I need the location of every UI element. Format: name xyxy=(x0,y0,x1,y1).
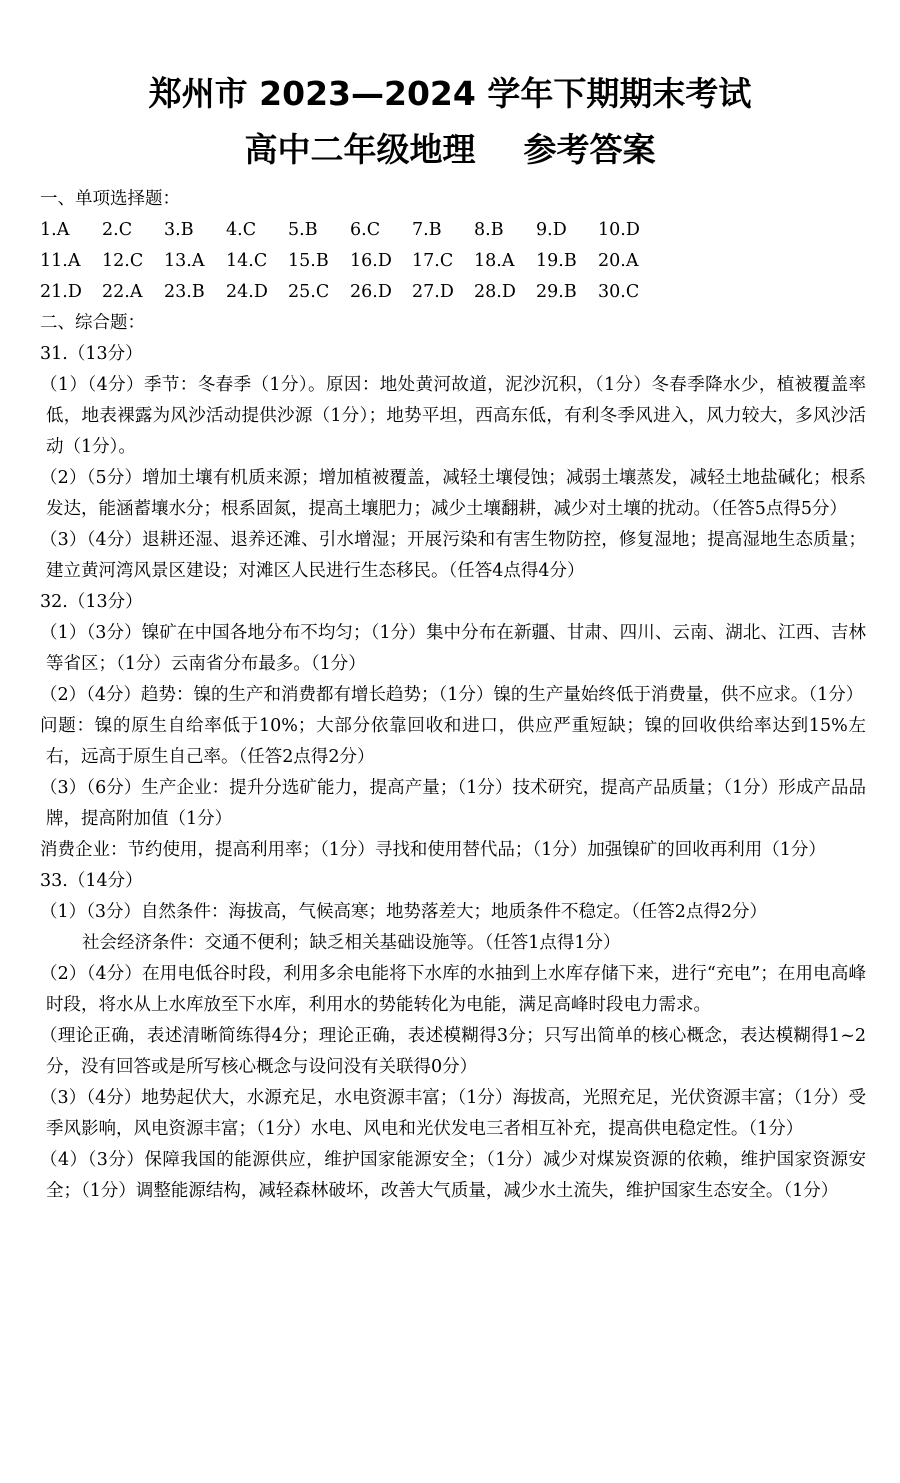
question-33-part-2: （2）（4分）在用电低谷时段，利用多余电能将下水库的水抽到上水库存储下来，进行“充电”；在用电高峰时段，将水从上水库放至下水库，利用水的势能转化为电能，满足高峰时段电力需求。 xyxy=(40,964,866,1015)
answer-item: 9.D xyxy=(536,220,567,240)
question-33-heading: 33.（14分） xyxy=(40,871,143,891)
answer-item: 18.A xyxy=(474,251,515,271)
answer-item: 10.D xyxy=(598,220,640,240)
answer-item: 28.D xyxy=(474,282,516,302)
subtitle-grade: 高中二年级地理 xyxy=(244,130,476,169)
answer-item: 6.C xyxy=(350,220,381,240)
answer-item: 22.A xyxy=(102,282,143,302)
question-31-part-2: （2）（5分）增加土壤有机质来源；增加植被覆盖，减轻土壤侵蚀；减弱土壤蒸发，减轻土地盐碱化；根系发达，能涵蓄壤水分；根系固氮，提高土壤肥力；减少土壤翻耕，减少对土壤的扰动。（任答5点得5分） xyxy=(40,468,866,519)
answer-row xyxy=(40,277,866,308)
answer-item: 12.C xyxy=(102,251,144,271)
answer-item: 16.D xyxy=(350,251,392,271)
page-title: 郑州市 2023—2024 学年下期期末考试 xyxy=(148,74,752,113)
answer-item: 30.C xyxy=(598,282,640,302)
section-heading-comprehensive: 二、综合题： xyxy=(40,313,145,333)
question-31-part-1: （1）（4分）季节：冬春季（1分）。原因：地处黄河故道，泥沙沉积，（1分）冬春季降水少，植被覆盖率低，地表裸露为风沙活动提供沙源（1分）；地势平坦，西高东低，有利冬季风进入，风力较大，多风沙活动（1分）。 xyxy=(40,375,866,457)
answer-item: 19.B xyxy=(536,251,577,271)
answer-item: 4.C xyxy=(226,220,257,240)
answer-content xyxy=(40,184,866,1207)
answer-item: 8.B xyxy=(474,220,504,240)
question-32-part-2: （2）（4分）趋势：镍的生产和消费都有增长趋势；（1分）镍的生产量始终低于消费量，供不应求。（1分） xyxy=(40,685,864,705)
question-32-part-3: （3）（6分）生产企业：提升分选矿能力，提高产量；（1分）技术研究，提高产品质量；（1分）形成产品品牌，提高附加值（1分） xyxy=(40,778,866,829)
question-33-part-4: （4）（3分）保障我国的能源供应，维护国家能源安全；（1分）减少对煤炭资源的依赖，维护国家资源安全；（1分）调整能源结构，减轻森林破坏，改善大气质量，减少水土流失，维护国家生态安全。（1分） xyxy=(40,1150,866,1201)
multiple-choice-answers xyxy=(40,215,866,308)
answer-item: 17.C xyxy=(412,251,454,271)
answer-item: 27.D xyxy=(412,282,454,302)
answer-item: 26.D xyxy=(350,282,392,302)
answer-item: 1.A xyxy=(40,220,70,240)
answer-item: 29.B xyxy=(536,282,577,302)
answer-row xyxy=(40,215,866,246)
question-32-part-1: （1）（3分）镍矿在中国各地分布不均匀；（1分）集中分布在新疆、甘肃、四川、云南、湖北、江西、吉林等省区；（1分）云南省分布最多。（1分） xyxy=(40,623,866,674)
answer-item: 23.B xyxy=(164,282,205,302)
question-32-heading: 32.（13分） xyxy=(40,592,143,612)
answer-item: 15.B xyxy=(288,251,329,271)
answer-item: 20.A xyxy=(598,251,639,271)
question-33-part-3: （3）（4分）地势起伏大，水源充足，水电资源丰富；（1分）海拔高，光照充足，光伏资源丰富；（1分）受季风影响，风电资源丰富；（1分）水电、风电和光伏发电三者相互补充，提高供电稳定性。（1分） xyxy=(40,1088,866,1139)
answer-item: 14.C xyxy=(226,251,268,271)
answer-item: 7.B xyxy=(412,220,442,240)
page-subtitle xyxy=(0,130,900,170)
section-heading-multiple-choice: 一、单项选择题： xyxy=(40,189,180,209)
question-33-part-1-social: 社会经济条件：交通不便利；缺乏相关基础设施等。（任答1点得1分） xyxy=(82,933,621,953)
answer-item: 11.A xyxy=(40,251,81,271)
question-33-part-2-rubric: （理论正确，表述清晰简练得4分；理论正确，表述模糊得3分；只写出简单的核心概念，表达模糊得1~2分，没有回答或是所写核心概念与设问没有关联得0分） xyxy=(40,1026,866,1077)
answer-item: 2.C xyxy=(102,220,133,240)
question-32-part-3-consumer: 消费企业：节约使用，提高利用率；（1分）寻找和使用替代品；（1分）加强镍矿的回收再利用（1分） xyxy=(40,840,826,860)
answer-item: 5.B xyxy=(288,220,318,240)
answer-item: 21.D xyxy=(40,282,82,302)
question-31-part-3: （3）（4分）退耕还湿、退养还滩、引水增湿；开展污染和有害生物防控，修复湿地；提高湿地生态质量；建立黄河湾风景区建设；对滩区人民进行生态移民。（任答4点得4分） xyxy=(40,530,866,581)
subtitle-answer-key: 参考答案 xyxy=(523,130,656,169)
question-31-heading: 31.（13分） xyxy=(40,344,143,364)
answer-item: 3.B xyxy=(164,220,194,240)
question-33-part-1: （1）（3分）自然条件：海拔高，气候高寒；地势落差大；地质条件不稳定。（任答2点得2分） xyxy=(40,902,768,922)
answer-row xyxy=(40,246,866,277)
answer-item: 13.A xyxy=(164,251,205,271)
answer-item: 25.C xyxy=(288,282,330,302)
question-32-part-2-problem: 问题：镍的原生自给率低于10%；大部分依靠回收和进口，供应严重短缺；镍的回收供给率达到15%左右，远高于原生自己率。（任答2点得2分） xyxy=(40,716,866,767)
answer-item: 24.D xyxy=(226,282,268,302)
